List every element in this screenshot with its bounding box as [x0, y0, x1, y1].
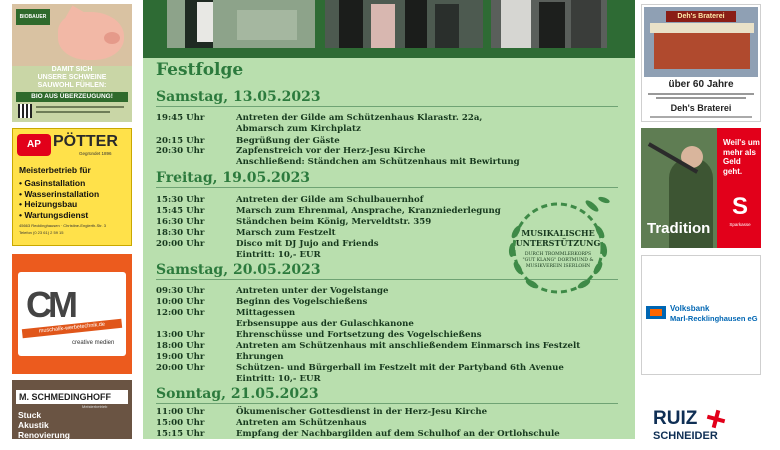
divider	[156, 403, 618, 404]
schmedinghoff-services: Stuck Akustik Renovierung Trockenbau	[18, 410, 70, 450]
day-title: Samstag, 13.05.2023	[156, 89, 321, 105]
event-row: 20:00 Uhr Schützen- und Bürgerball im Festzelt mit der Partyband 6th Avenue	[156, 363, 564, 373]
poetter-phone: Telefon (0 23 61) 2 59 15	[19, 230, 64, 235]
braterei-ad[interactable]	[641, 4, 761, 122]
event-row: 19:45 Uhr Antreten der Gilde am Schützenhaus Klarastr. 22a,	[156, 113, 483, 123]
divider	[156, 106, 618, 107]
poetter-services: • Gasinstallation • Wasserinstallation • Heizungsbau • Wartungsdienst	[19, 178, 100, 220]
event-row: Eintritt: 10,- EUR	[236, 250, 321, 260]
laurel-wreath-icon	[502, 192, 614, 304]
event-row: 20:15 Uhr Begrüßung der Gäste	[156, 136, 340, 146]
music-badge-title: MUSIKALISCHE UNTERSTÜTZUNG	[515, 228, 601, 248]
volksbank-name: Volksbank	[670, 304, 710, 313]
event-row: 15:15 Uhr Empfang der Nachbargilden auf dem Schulhof an der Ortlohschule	[156, 429, 560, 439]
sparkasse-claim: Weil's um mehr als Geld geht.	[723, 138, 760, 176]
day-title: Freitag, 19.05.2023	[156, 170, 311, 186]
braterei-photo	[644, 7, 758, 77]
event-row: Eintritt: 10,- EUR	[236, 374, 321, 384]
creative-brand: creative medien	[72, 340, 115, 346]
poetter-ad[interactable]	[12, 128, 132, 246]
music-support-badge	[502, 192, 614, 304]
red-cross-icon	[707, 410, 725, 428]
event-row: Anschließend: Ständchen am Schützenhaus mit Bewirtung	[236, 157, 520, 167]
photo-1	[167, 0, 315, 48]
sparkasse-tradition: Tradition	[647, 220, 711, 237]
event-row: 18:30 Uhr Marsch zum Festzelt	[156, 228, 336, 238]
biobauer-logo: BIOBAUER	[16, 9, 50, 25]
program-heading: Festfolge	[156, 60, 244, 80]
creative-medien-ad[interactable]	[12, 254, 132, 374]
event-row: Erbsensuppe aus der Gulaschkanone	[236, 319, 414, 329]
biobauer-ad[interactable]	[12, 4, 132, 122]
schmedinghoff-name-bar: M. SCHMEDINGHOFF	[16, 390, 128, 404]
creative-url: muschalik-werbetechnik.de	[22, 319, 122, 338]
biobauer-claim: BIO AUS ÜBERZEUGUNG!	[16, 92, 128, 102]
schmedinghoff-sub: Meisterbetrieb	[82, 404, 108, 409]
event-row: 13:00 Uhr Ehrenschüsse und Fortsetzung des Vogelschießens	[156, 330, 482, 340]
event-row: 10:00 Uhr Beginn des Vogelschießens	[156, 297, 368, 307]
braterei-years: über 60 Jahre	[668, 79, 734, 90]
day-title: Samstag, 20.05.2023	[156, 262, 321, 278]
day-title: Sonntag, 21.05.2023	[156, 386, 319, 402]
ruiz-name: RUIZ	[653, 408, 698, 429]
volksbank-logo-icon	[646, 306, 666, 319]
photo-2	[325, 0, 483, 48]
event-row: Abmarsch zum Kirchplatz	[236, 124, 361, 134]
event-row: 12:00 Uhr Mittagessen	[156, 308, 296, 318]
event-row: 18:00 Uhr Antreten am Schützenhaus mit anschließendem Einmarsch ins Festzelt	[156, 341, 581, 351]
volksbank-region: Marl-Recklinghausen eG	[670, 314, 758, 323]
poetter-name: PÖTTER	[53, 133, 118, 150]
event-row: 15:00 Uhr Antreten am Schützenhaus	[156, 418, 367, 428]
ruiz-schneider-ad[interactable]	[641, 382, 761, 442]
event-row: 09:30 Uhr Antreten unter der Vogelstange	[156, 286, 389, 296]
volksbank-ad[interactable]	[641, 255, 761, 375]
poetter-logo: AP	[17, 134, 51, 156]
biobauer-tagline: DAMIT SICH UNSERE SCHWEINE SAUWOHL FÜHLEN:	[37, 66, 107, 89]
creative-logo-card	[18, 272, 126, 356]
braterei-name: Deh's Braterei	[670, 103, 732, 113]
event-row: 20:00 Uhr Disco mit DJ Jujo and Friends	[156, 239, 379, 249]
photo-strip	[143, 0, 635, 58]
sparkasse-logo-icon: S	[731, 193, 748, 220]
photo-3	[491, 0, 607, 48]
event-row: 20:30 Uhr Zapfenstreich vor der Herz-Jesu Kirche	[156, 146, 426, 156]
divider	[156, 187, 618, 188]
poetter-heading: Meisterbetrieb für	[19, 165, 91, 175]
poetter-address: 45663 Recklinghausen · Christine-Englerth-Str. 3	[19, 223, 106, 228]
sparkasse-brand: Sparkasse	[729, 222, 751, 227]
sparkasse-ad[interactable]	[641, 128, 761, 248]
event-row: 19:00 Uhr Ehrungen	[156, 352, 284, 362]
qr-code-icon	[18, 104, 32, 118]
music-badge-sub: DURCH TROMMLERKORPS "GUT KLANG" DORTMUND & MUSIKVEREIN ISERLOHN	[522, 252, 594, 269]
event-row: 11:00 Uhr Ökumenischer Gottesdienst in der Herz-Jesu Kirche	[156, 407, 488, 417]
ruiz-sub: SCHNEIDER	[653, 430, 718, 442]
cm-logo-icon: CM	[26, 284, 74, 325]
poetter-founded: Gegründet 1896	[79, 151, 112, 156]
schmedinghoff-ad[interactable]	[12, 380, 132, 450]
event-row: 15:45 Uhr Marsch zum Ehrenmal, Ansprache, Kranzniederlegung	[156, 206, 501, 216]
event-row: 16:30 Uhr Ständchen beim König, Merveldtstr. 359	[156, 217, 432, 227]
braterei-sign: Deh's Braterei	[666, 11, 736, 22]
event-row: 15:30 Uhr Antreten der Gilde am Schulbauernhof	[156, 195, 424, 205]
